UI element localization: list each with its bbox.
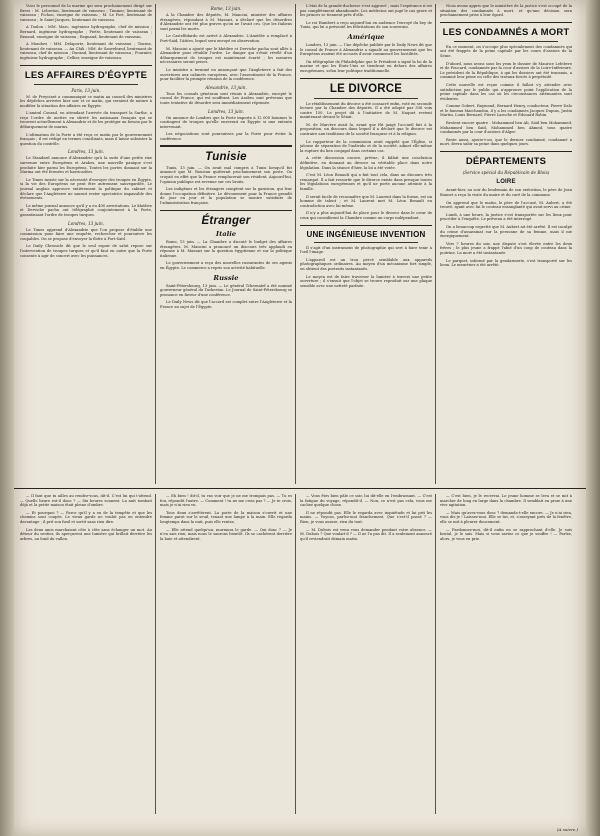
dateline: Paris, 13 juin. bbox=[71, 87, 101, 93]
article-text: Vers 7 heures du soir, une dispute s'est élevée entre les deux frères ; le plus jeune a frappé l'aîné d'un coup de couteau dans la poitrine. La mort a été instantanée. bbox=[440, 241, 572, 255]
dateline: Alexandrie, 13 juin. bbox=[205, 84, 247, 90]
feuilleton-text: — Eh bien ! dit-il, tu vas voir que je ne me trompais pas. — Tu es fou, répondit l'autre. — Comment ! tu ne me crois pas ? — Je te crois, mais je n'ai rien vu. bbox=[160, 494, 292, 508]
article-text: On annonce de Londres que la Porte importe à 12 000 hommes le contingent de troupes qu'elle enverrait en Égypte si une entente intervenait. bbox=[160, 115, 292, 129]
feuilleton-column-4 bbox=[440, 494, 572, 814]
article-text: Le Standard annonce d'Alexandrie qu'à la suite d'une petite rixe survenue entre Européens et Arabes, une nouvelle panique s'est produite hier parmi les Européens. Toutes les portes donnant sur la Marina ont été fermées et barricadées. bbox=[20, 156, 152, 175]
column-rule bbox=[295, 494, 296, 814]
divider bbox=[314, 242, 418, 243]
to-be-continued: (A suivre.) bbox=[557, 827, 578, 832]
article-text: D'abord, nous avons sous les yeux le dossier de Maurice Lefebvre et de Foucard, condamnés par la cour d'assises de la Loire-Inférieure. Le président de la République, à qui les dossiers ont été transmis, a commué leur peine en celle des travaux forcés à perpétuité. bbox=[440, 61, 572, 80]
column-4 bbox=[440, 4, 572, 271]
article-text: L'appareil est un trou percé semblable aux appareils photographiques ordinaires. Au moyen d'un mécanisme fort simple, on obtient des portraits instantanés. bbox=[300, 257, 432, 271]
article-text: Nous avons appris que le ministère de la justice s'est occupé de la situation des condamnés à mort, et qu'une décision sera prochainement prise à leur égard. bbox=[440, 4, 572, 18]
column-rule bbox=[435, 4, 436, 484]
article-text: L'amiral Conrad, en attendant l'arrivée du transport la Sarthe, a reçu l'ordre de mettre en sûreté les nationaux français qui se trouvent actuellement à Alexandrie et de les protéger au besoin par le débarquement de marins. bbox=[20, 111, 152, 130]
article-text: A Mondovi : MM. Delaporte, lieutenant de vaisseau ; Tourne, lieutenant de vaisseau. — Au Chili : MM. de Sauvebœuf, lieutenant de vaisseau, chef de mission ; Durand, lieutenant de vaisseau ; Fournier, ingénieur hydrographe ; Cellier, enseigne de vaisseau. bbox=[20, 42, 152, 60]
feuilleton-text: — C'est bien, je le recevrai. Le jeune homme se leva et se mit à marcher de long en large dans la chambre. Il semblait en proie à une vive agitation. bbox=[440, 494, 572, 508]
section-rule bbox=[440, 151, 572, 152]
feuilleton-column-2 bbox=[160, 494, 292, 814]
headline-etranger: Étranger bbox=[201, 215, 251, 227]
dateline: Londres, 13 juin. bbox=[68, 220, 104, 226]
article-text: L'ultimatum de la Porte a été reçu ce matin par le gouvernement français ; il est rédigé en termes conciliants, mais il laisse subsister la question du contrôle. bbox=[20, 132, 152, 146]
dateline: Rome, 13 juin. bbox=[210, 6, 242, 11]
feuilleton-text: Il ne répondit pas. Elle le regarda avec inquiétude et lui prit les mains. — Voyons, parlez-moi franchement. Que s'est-il passé ? — Rien, je vous assure, rien du tout. bbox=[300, 510, 432, 524]
headline-condamnes: LES CONDAMNÉS A MORT bbox=[442, 27, 570, 39]
feuilleton-text: — Mais qu'avez-vous donc ? demanda-t-elle encore. — Je n'ai rien, vous dis-je ! Laissez-moi. Elle se tut, et, s'asseyant près de la fenêtre, elle se mit à pleurer doucement. bbox=[440, 510, 572, 524]
feuilleton-text: — M. Dubois est venu vous demander pendant votre absence. — M. Dubois ? Que voulait-il ? — Il ne l'a pas dit. Il a seulement annoncé qu'il reviendrait demain matin. bbox=[300, 527, 432, 541]
article-text: A cette discussion encore, prévue, il fallait une conclusion définitive, en donnant au divorce sa véritable place dans notre législation. Dans la séance d'hier, la loi a été votée. bbox=[300, 156, 432, 170]
article-text: Il s'agit d'un instrument de photographie qui sert à faire tenir à l'œil l'image. bbox=[300, 245, 432, 255]
subhead-loire: LOIRE bbox=[496, 179, 516, 186]
article-text: C'est M. Léon Renault qui a fait tout cela, dans un discours très remarqué. Il a fait ressortir que le divorce existe dans presque toutes les législations européennes et qu'il ne porte aucune atteinte à la famille. bbox=[300, 173, 432, 192]
article-text: Il serait facile de reconnaître que M. Laurent dans la forme, est un homme de talent ; et M. Laurent met M. Léon Renault en contradiction avec lui-même. bbox=[300, 194, 432, 208]
column-rule bbox=[155, 4, 156, 484]
page-fold-left bbox=[0, 0, 14, 836]
article-text: Le Daily News dit que l'accord est complet entre l'Angleterre et la France au sujet de l'Égypte. bbox=[160, 300, 292, 309]
column-1 bbox=[20, 4, 152, 261]
article-text: Il n'y a plus aujourd'hui de place pour le divorce dans le cœur de ceux qui considèrent la Chambre comme un corps indépendant. bbox=[300, 211, 432, 220]
headline-tunisie: Tunisie bbox=[205, 150, 247, 163]
column-3 bbox=[300, 4, 432, 291]
article-text: M. de Freycinet a communiqué ce matin au conseil des ministres les dépêches arrivées hier soir et ce matin, qui seraient de nature à modifier la situation des affaires en Égypte. bbox=[20, 94, 152, 108]
article-text: Le moyen est de faire traverser la lumière à travers une petite ouverture ; il s'ensuit que l'objet se trouve reproduit sur une plaque sensible avec une netteté parfaite. bbox=[300, 274, 432, 288]
article-text: Le Daily Chronicle dit que le seul espoir de salut repose sur l'intervention de troupes turques et qu'il faut en outre que la Porte consente à agir de concert avec les puissances. bbox=[20, 244, 152, 258]
article-text: On apprend que le matin, le père de l'accusé, M. Aubert, a été trouvé, ayant avec lui le couteau ensanglanté qui avait servi au crime. bbox=[440, 200, 572, 210]
article-text: Les indigènes et les étrangers comptent sur la garnison, qui leur donne l'occupation définitive. Le dévouement pour la France grandit de jour en jour et la population se montre satisfaite de l'administration française. bbox=[160, 187, 292, 206]
article-text: On a beaucoup regretté que M. Aubert ait été arrêté. Il est inculpé du crime d'assassinat sur la personne de sa femme, mais il nie énergiquement. bbox=[440, 225, 572, 239]
column-rule bbox=[295, 4, 296, 484]
article-text: Tous les consuls généraux sont réunis à Alexandrie, excepté le consul de France, qui est souffrant. Les Arabes sont prévenus que toute tentative de désordre sera immédiatement réprimée. bbox=[160, 91, 292, 105]
feuilleton-text: — Pardonnez-moi, dit-il enfin en se rapprochant d'elle. Je suis brutal, je le sais. Mais si vous saviez ce que je souffre ! — Parlez, alors, je vous en prie. bbox=[440, 527, 572, 541]
article-text: M. de Marcère avait lu, avant que fût jaugé l'accueil fait à la proposition, un discours dans lequel il a déclaré que le divorce est contraire aux traditions de la société française et à la religion. bbox=[300, 122, 432, 137]
page-fold-right bbox=[586, 0, 600, 836]
divider bbox=[454, 41, 558, 42]
article-text: Le Castelfidardo est arrivé à Alexandrie. L'Amédée a remplacé à Port-Saïd, l'Attivo, lequel sera envoyé en observation. bbox=[160, 34, 292, 43]
column-2 bbox=[160, 4, 292, 313]
article-text: Le gouvernement a reçu des nouvelles rassurantes de ses agents en Égypte. Le commerce a repris son activité habituelle. bbox=[160, 261, 292, 270]
article-text: Lundi, à une heure, la justice s'est transportée sur les lieux pour procéder à l'enquête. Le prévenu a été interrogé. bbox=[440, 212, 572, 222]
article-text: Le rapporteur de la commission avait rappelé que l'Église, si jalouse de séparation de l'individu et de la société, admet elle-même la rupture du lien conjugal dans certains cas. bbox=[300, 139, 432, 153]
feuilleton-text: — Il faut que tu ailles au rendez-vous, dit-il. C'est lui qui t'attend. — Quelle heure est-il donc ? — Six heures sonnent. La nuit tombait déjà et la petite maison était pleine d'ombre. bbox=[20, 494, 152, 508]
departements-note: (Service spécial du Républicain de Blois) bbox=[462, 170, 550, 176]
feuilleton-text: Tous deux s'arrêtèrent. La porte de la maison s'ouvrit et une femme parut sur le seuil, tenant une lampe à la main. Elle regarda longtemps dans la nuit, puis elle rentra. bbox=[160, 510, 292, 524]
feuilleton-rule bbox=[14, 488, 586, 489]
article-text: Le Times insiste sur la nécessité d'envoyer des troupes en Égypte, si la vie des Européens ne peut être autrement sauvegardée. Le journal anglais approuve entièrement la politique du cabinet et déclare que l'Angleterre ne saurait rester spectatrice impassible des événements. bbox=[20, 177, 152, 201]
dateline: Londres, 13 juin. bbox=[208, 108, 244, 114]
article-text: Restent encore quatre : Mohammed ben Ali, Saïd ben Mohammed, Mohammed ben Saïd, Mohammed ben Ahmed, tous quatre condamnés par la cour d'assises d'Alger. bbox=[440, 121, 572, 135]
article-text: Voici le personnel de la marine qui sera prochainement dirigé sur Brest : M. Lebreton, lieutenant de vaisseau ; Timmer, lieutenant de vaisseau ; Pichon, enseigne de vaisseau ; M. Le Fort, lieutenant de vaisseau ; le Saint-Jacques, lieutenant de vaisseau. bbox=[20, 4, 152, 22]
section-rule bbox=[300, 78, 432, 79]
article-text: L'état de la grande-duchesse s'est aggravé ; mais l'espérance n'est pas complètement abandonnée. Les médecins ont jugé le cas grave et les princes se tiennent près d'elle. bbox=[300, 4, 432, 18]
article-text: Le roi Humbert a reçu aujourd'hui en audience l'envoyé du bey de Tunis, qui lui a présenté les félicitations de son souverain. bbox=[300, 20, 432, 30]
article-text: Rome, 13 juin. — La Chambre a discuté le budget des affaires étrangères. M. Mancini a prononcé un discours très applaudi en réponse à M. Massari sur la question égyptienne et sur la politique italienne. bbox=[160, 240, 292, 258]
feuilleton-text: — Elle attend quelqu'un, murmura le garde. — Qui donc ? — Je n'en sais rien, mais nous le saurons bientôt. Ils se cachèrent derrière la haie et attendirent. bbox=[160, 527, 292, 541]
article-text: Le ministre a terminé en annonçant que l'Angleterre a fait des ouvertures aux cabinets européens, avec l'assentiment de la France, pour faciliter la prompte réunion de la conférence. bbox=[160, 67, 292, 82]
newspaper-page bbox=[14, 0, 586, 836]
article-text: En ce moment, on s'occupe plus spécialement des condamnés qui ont été frappés de la peine capitale par les cours d'assises de la Seine. bbox=[440, 44, 572, 58]
divider bbox=[314, 98, 418, 99]
article-text: Avant-hier, au soir du lendemain de son exécution, le père de Jean Bonnet a reçu la visite du maire et du curé de la commune. bbox=[440, 188, 572, 198]
subhead-russie: Russie bbox=[213, 273, 239, 282]
dateline: Londres, 13 juin. bbox=[68, 149, 104, 155]
column-rule bbox=[155, 494, 156, 814]
feuilleton-text: Les deux amis marchaient côte à côte sans échanger un mot. Au détour du sentier, ils aperçurent une lumière qui brillait derrière les arbres, au fond du vallon. bbox=[20, 527, 152, 541]
headline-departements: DÉPARTEMENTS bbox=[465, 156, 547, 168]
article-text: Les négociations sont poursuivies par la Porte pour éviter la conférence. bbox=[160, 132, 292, 141]
article-text: Le même journal annonce qu'il y a eu 400 arrestations. Le khédive et Derviche pacha ont télégraphié conjointement à la Porte, garantissant l'ordre de troupes turques. bbox=[20, 203, 152, 217]
divider bbox=[34, 84, 138, 85]
article-text: Le Times apprend d'Alexandrie que l'on propose d'établir une commission pour faire une enquête, rechercher et poursuivre les coupables. On se propose d'envoyer la flotte à Port-Saïd. bbox=[20, 227, 152, 241]
article-text: A la Chambre des députés, M. Mancini, ministre des affaires étrangères, répondant à M. Massari, a déclaré que les désordres d'Alexandrie ont été plus graves qu'on ne l'avait cru. Que les Italiens sont parmi les morts. bbox=[160, 13, 292, 31]
feuilleton-text: — Et pourquoi ? — Parce qu'il y a eu de la tempête et que les chemins sont coupés. Le vieux garde ne voulut pas en entendre davantage ; il prit son fusil et sortit sans rien dire. bbox=[20, 510, 152, 524]
article-text: Cette nouvelle est reçue comme il fallait s'y attendre avec satisfaction par le public qui n'approuve point l'application de la peine capitale dans les cas où les circonstances atténuantes sont évidentes. bbox=[440, 82, 572, 101]
article-text: M. Mancini a ajouté que le khédive et Derviche pacha sont allés à Alexandrie pour rétablir l'ordre. Le danger qui s'était révélé d'un débarquement de troupes est maintenant écarté ; les mesures nécessaires seront prises. bbox=[160, 46, 292, 65]
feuilleton-column-3 bbox=[300, 494, 432, 814]
column-rule bbox=[435, 494, 436, 814]
article-text: Le parquet, informé par la gendarmerie, s'est transporté sur les lieux. Le meurtrier a été arrêté. bbox=[440, 258, 572, 268]
feuilleton-text: — Vous êtes bien pâle ce soir, lui dit-elle en l'embrassant. — C'est la fatigue du voyage, répondit-il. — Non, ce n'est pas cela, vous me cachez quelque chose. bbox=[300, 494, 432, 508]
section-rule bbox=[300, 225, 432, 226]
article-text: Le rétablissement du divorce a été consacré enfin, voté en seconde lecture par la Chambre des députés. Il a été adopté par 336 voix contre 150. Le projet dû à l'initiative de M. Naquet revient maintenant devant le Sénat. bbox=[300, 101, 432, 120]
article-text: Comme Gobert, Raymond, Bernard Henry, conducteur, Pierre Dalo et le fameux Marchandon, il y a les condamnés Jacques Dupuis, Justin Martin, Louis Bernard, Pierre Laroche et Édouard Robin. bbox=[440, 104, 572, 118]
section-rule bbox=[160, 210, 292, 211]
article-text: Londres, 13 juin. — Une dépêche publiée par le Daily News dit que le consul de France à Alexandrie a signalé au gouvernement que les Européens avaient été accusés d'avoir commencé les hostilités. bbox=[300, 42, 432, 57]
subhead-amerique: Amérique bbox=[347, 32, 385, 41]
headline-divorce: LE DIVORCE bbox=[329, 82, 403, 95]
subhead-italie: Italie bbox=[215, 230, 237, 238]
article-text: Saint-Pétersbourg, 13 juin. — Le général Tchernaïef a été nommé gouverneur général du Turkestan. Le Journal de Saint-Pétersbourg se prononce en faveur d'une conférence. bbox=[160, 283, 292, 297]
section-rule bbox=[160, 145, 292, 146]
article-text: Tunis, 13 juin. — On avait mal compris à Tunis lorsqu'il fut annoncé que M. Roustan quitterait prochainement son poste. On croyait en effet que la France remplacerait son résident. Aujourd'hui, l'opinion publique est revenue sur ces bruits. bbox=[160, 165, 292, 184]
article-text: A Toulon : MM. Marc, ingénieur hydrographe, chef de mission ; Bernard, ingénieur hydrographe ; Piette, lieutenant de vaisseau ; Renaud, enseigne de vaisseau ; Regnaud, lieutenant de vaisseau. bbox=[20, 25, 152, 39]
article-text: On télégraphie de Philadelphie que le Président a signé la loi de la marine et que les États-Unis se tiendront en dehors des affaires européennes, selon leur politique traditionnelle. bbox=[300, 59, 432, 73]
headline-invention: UNE INGÉNIEUSE INVENTION bbox=[306, 229, 426, 239]
section-rule bbox=[440, 22, 572, 23]
headline-egypte: LES AFFAIRES D'ÉGYPTE bbox=[24, 69, 148, 81]
article-text: Reste aussi, ajoute-t-on, que le dernier condamné, condamné à mort, devra subir sa peine dans quelques jours. bbox=[440, 137, 572, 147]
section-rule bbox=[20, 65, 152, 66]
feuilleton-column-1 bbox=[20, 494, 152, 814]
